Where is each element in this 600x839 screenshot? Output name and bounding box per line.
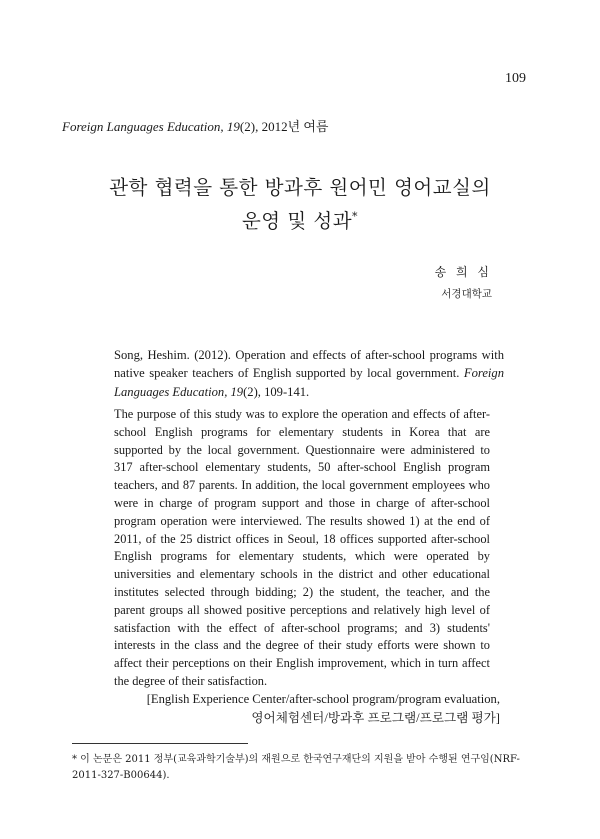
paper-title [0,173,600,236]
journal-name: Foreign Languages Education, [62,119,224,134]
title-line-2: 운영 및 성과* [241,209,359,233]
footnote: * 이 논문은 2011 정부(교육과학기술부)의 재원으로 한국연구재단의 지원을 받아 수행된 연구임(NRF-2011-327-B00644). [72,754,520,781]
abstract: The purpose of this study was to explore the operation and effects of after-school English programs for elementary students in Korea that are supported by the local government. Questionnaire were administered to 317 after-school elementary students, 50 after-school English program teachers, and 87 parents. In addition, the local government employees who were in charge of program support and those in charge of after-school program operation were interviewed. The results showed 1) at the end of 2011, of the 25 district offices in Seoul, 18 offices supported after-school English programs for elementary students, which were operated by universities and elementary schools in the district and other educational institutes selected through bidding; 2) the student, the teacher, and the parent groups all showed positive perceptions and relatively high level of satisfaction with the effect of after-school programs; and 3) students' interests in the class and the degree of their study efforts were shown to affect their perceptions on their English improvement, which in turn affect the degree of their satisfaction. [114,407,490,688]
citation-volume: 19 [230,384,244,399]
citation: Song, Heshim. (2012). Operation and effects of after-school programs with native speaker teachers of English supported by local government. Foreign Languages Education, 19(2), 109-141. [114,348,504,399]
footnote-divider [72,743,248,744]
author-affiliation: 서경대학교 [441,288,492,300]
journal-header [62,116,329,135]
journal-volume: 19 [226,119,240,134]
title-footnote-mark: * [352,210,359,223]
title-line-1: 관학 협력을 통한 방과후 원어민 영어교실의 [109,176,491,199]
author-name: 송 희 심 [434,265,492,279]
citation-journal: Foreign Languages Education, [114,366,504,399]
keywords: [English Experience Center/after-school program/program evaluation, 영어체험센터/방과후 프로그램/프로그램 평가] [146,692,500,725]
journal-issue-year: (2), 2012년 여름 [239,119,329,134]
page-number: 109 [505,71,526,86]
